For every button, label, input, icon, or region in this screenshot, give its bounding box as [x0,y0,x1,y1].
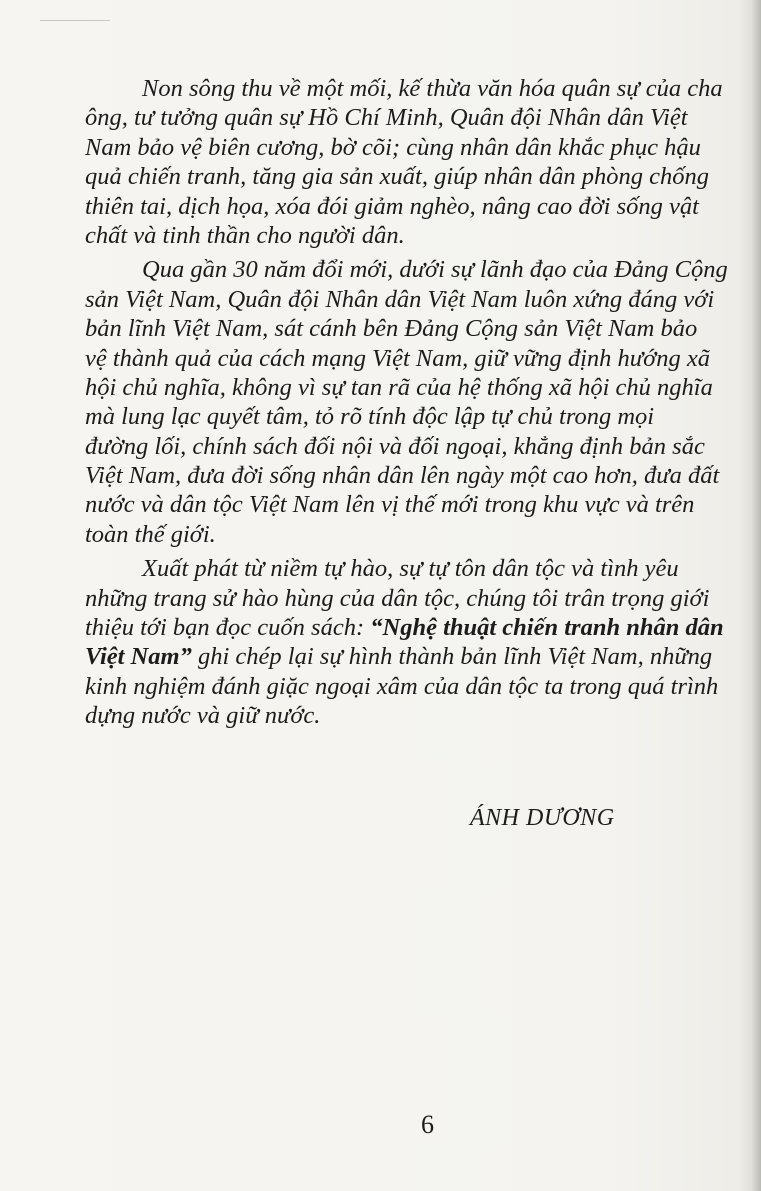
text-line: chất và tinh thần cho người dân. [85,221,405,249]
text-line: Qua gần 30 năm đổi mới, dưới sự lãnh đạo của Đảng Cộng [142,256,728,284]
paragraph-2 [85,255,761,549]
text-line: kinh nghiệm đánh giặc ngoại xâm của dân tộc ta trong quá trình [85,672,719,700]
text-line: đường lối, chính sách đối nội và đối ngoại, khẳng định bản sắc [85,432,705,460]
text-run: ghi chép lại sự hình thành bản lĩnh Việt Nam, những [191,643,713,671]
text-run: thiệu tới bạn đọc cuốn sách: [85,614,371,642]
text-line: ông, tư tưởng quân sự Hồ Chí Minh, Quân đội Nhân dân Việt [85,104,688,132]
text-line: nước và dân tộc Việt Nam lên vị thế mới trong khu vực và trên [85,491,695,519]
text-line: hội chủ nghĩa, không vì sự tan rã của hệ thống xã hội chủ nghĩa [85,373,713,401]
text-line: thiên tai, dịch họa, xóa đói giảm nghèo, nâng cao đời sống vật [85,192,699,220]
book-title-part-1: “Nghệ thuật chiến tranh nhân dân [370,614,724,642]
text-line [85,613,761,642]
text-line: quả chiến tranh, tăng gia sản xuất, giúp nhân dân phòng chống [85,163,710,191]
paragraph-1 [85,74,761,250]
text-line: Xuất phát từ niềm tự hào, sự tự tôn dân tộc và tình yêu [142,555,679,583]
body-text [85,74,761,736]
text-line: toàn thế giới. [85,520,216,548]
text-line: dựng nước và giữ nước. [85,702,321,730]
paragraph-3 [85,554,761,730]
text-line: Việt Nam, đưa đời sống nhân dân lên ngày một cao hơn, đưa đất [85,462,720,490]
text-line: Nam bảo vệ biên cương, bờ cõi; cùng nhân dân khắc phục hậu [85,133,701,161]
text-line: những trang sử hào hùng của dân tộc, chúng tôi trân trọng giới [85,584,710,612]
text-line: vệ thành quả của cách mạng Việt Nam, giữ vững định hướng xã [85,344,710,372]
text-line: mà lung lạc quyết tâm, tỏ rõ tính độc lập tự chủ trong mọi [85,403,655,431]
page-edge-mark [40,20,110,21]
text-line: bản lĩnh Việt Nam, sát cánh bên Đảng Cộng sản Việt Nam bảo [85,315,698,343]
page-number: 6 [421,1110,434,1139]
text-line: Non sông thu về một mối, kế thừa văn hóa quân sự của cha [142,75,723,102]
author-signature: ÁNH DƯƠNG [470,805,615,831]
text-line [85,642,761,671]
text-line: sản Việt Nam, Quân đội Nhân dân Việt Nam luôn xứng đáng với [85,285,715,313]
book-title-part-2: Việt Nam” [85,643,192,671]
